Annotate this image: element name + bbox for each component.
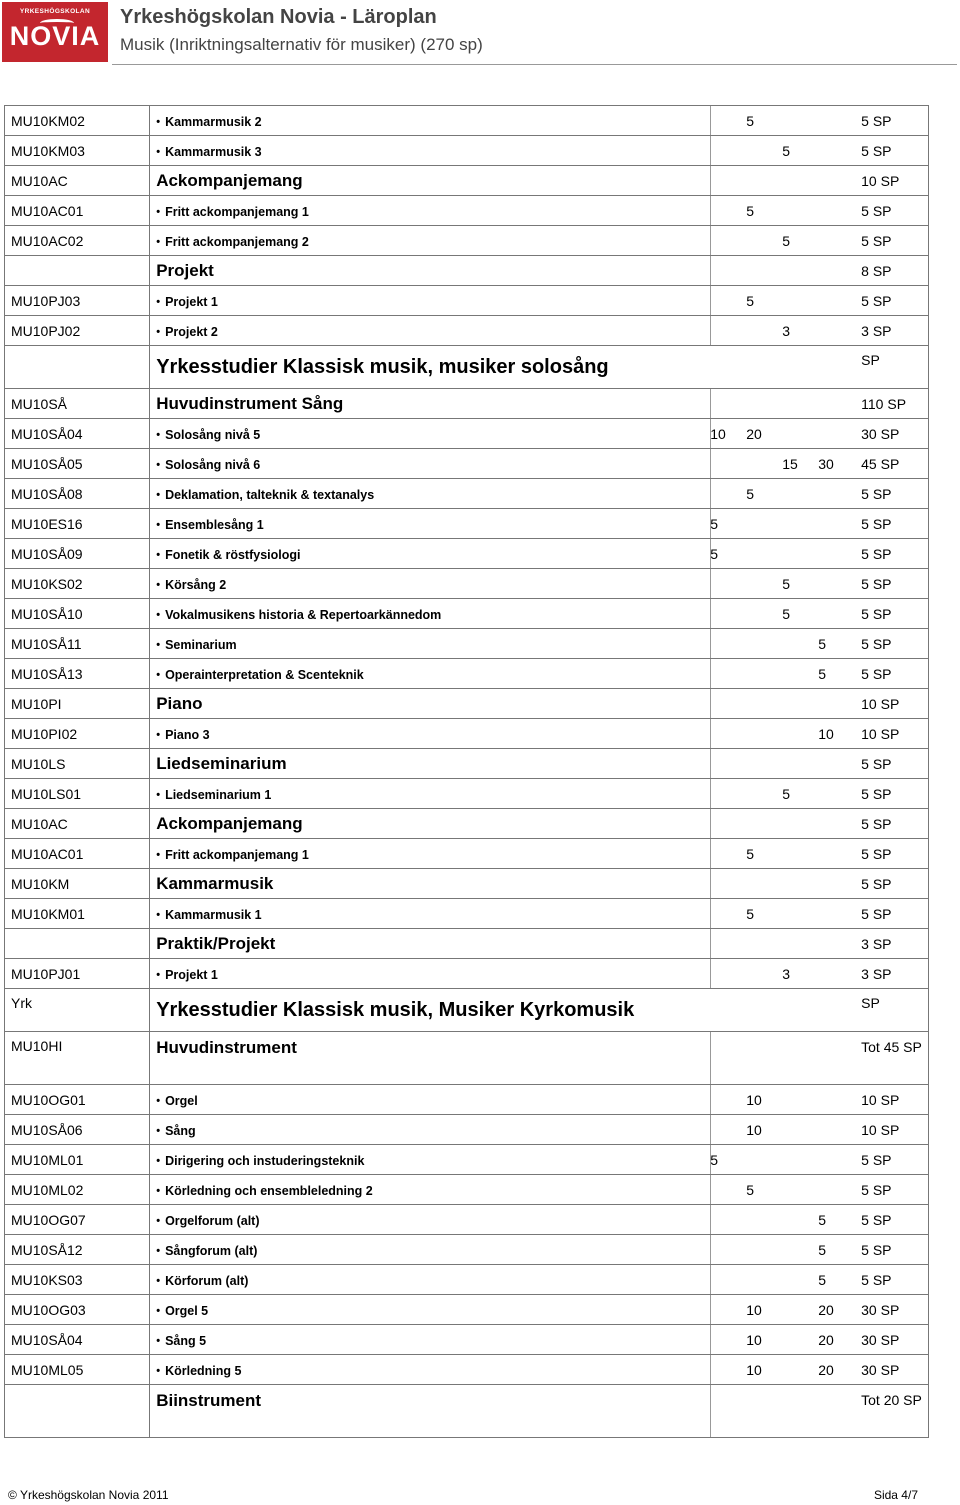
credit-total: 8 SP: [857, 256, 928, 286]
credit-total: SP: [857, 346, 928, 389]
course-name-text: • Solosång nivå 5: [156, 428, 260, 442]
column-divider: [710, 1265, 711, 1295]
credit-value: 5: [818, 1211, 826, 1228]
table-row: [5, 1265, 929, 1295]
table-row: [5, 226, 929, 256]
credit-total: SP: [857, 989, 928, 1032]
credit-total: 30 SP: [857, 1295, 928, 1325]
credit-value: 5: [746, 845, 754, 862]
heading-text: Piano: [156, 693, 203, 713]
credit-value: 5: [710, 545, 718, 562]
course-name-text: • Projekt 1: [156, 968, 218, 982]
credit-value: 5: [818, 665, 826, 682]
column-divider: [710, 1085, 711, 1115]
table-row: [5, 1235, 929, 1265]
table-row: [5, 1205, 929, 1235]
group-heading: [150, 929, 857, 959]
table-row: [5, 136, 929, 166]
credit-total: 5 SP: [857, 539, 928, 569]
credit-value: 20: [818, 1331, 834, 1348]
credit-value: 5: [710, 1151, 718, 1168]
credit-value: 5: [746, 292, 754, 309]
course-code: MU10LS01: [5, 779, 150, 809]
course-code: MU10SÅ12: [5, 1235, 150, 1265]
course-name: [150, 509, 857, 539]
course-code: MU10SÅ04: [5, 419, 150, 449]
table-row: [5, 1085, 929, 1115]
footer-page-number: Sida 4/7: [873, 1488, 918, 1502]
column-divider: [710, 599, 711, 629]
heading-text: Praktik/Projekt: [156, 933, 276, 953]
credit-value: 5: [782, 605, 790, 622]
group-heading: [150, 1032, 857, 1085]
course-code: MU10KM01: [5, 899, 150, 929]
course-name: [150, 449, 857, 479]
course-name: [150, 599, 857, 629]
course-name: [150, 779, 857, 809]
course-name-text: • Fritt ackompanjemang 2: [156, 235, 309, 249]
group-heading: [150, 809, 857, 839]
heading-text: Liedseminarium: [156, 753, 287, 773]
column-divider: [710, 929, 711, 959]
credit-value: 30: [818, 455, 834, 472]
novia-logo: [2, 2, 108, 62]
table-row: [5, 316, 929, 346]
credit-value: 5: [818, 1241, 826, 1258]
group-heading: [150, 869, 857, 899]
credit-total: Tot 45 SP: [857, 1032, 928, 1085]
column-divider: [710, 479, 711, 509]
heading-text: Ackompanjemang: [156, 170, 303, 190]
column-divider: [710, 749, 711, 779]
credit-value: 5: [746, 905, 754, 922]
course-name-text: • Sångforum (alt): [156, 1244, 257, 1258]
credit-value: 10: [746, 1121, 762, 1138]
course-name-text: • Vokalmusikens historia & Repertoarkännedom: [156, 608, 441, 622]
credit-total: 5 SP: [857, 779, 928, 809]
course-name-text: • Sång 5: [156, 1334, 206, 1348]
credit-value: 10: [746, 1331, 762, 1348]
course-name: [150, 1205, 857, 1235]
course-name-text: • Ensemblesång 1: [156, 518, 264, 532]
group-heading: [150, 256, 857, 286]
credit-total: 10 SP: [857, 689, 928, 719]
course-name: [150, 659, 857, 689]
table-row: [5, 539, 929, 569]
curriculum-table: [4, 105, 929, 1438]
page-title: Yrkeshögskolan Novia - Läroplan: [120, 6, 437, 28]
column-divider: [710, 719, 711, 749]
course-code: MU10AC: [5, 166, 150, 196]
course-code: MU10LS: [5, 749, 150, 779]
course-name-text: • Deklamation, talteknik & textanalys: [156, 488, 374, 502]
course-name-text: • Liedseminarium 1: [156, 788, 271, 802]
credit-total: 5 SP: [857, 136, 928, 166]
course-code: MU10KS03: [5, 1265, 150, 1295]
table-row: [5, 719, 929, 749]
column-divider: [710, 899, 711, 929]
course-name-text: • Dirigering och instuderingsteknik: [156, 1154, 364, 1168]
course-code: MU10PJ03: [5, 286, 150, 316]
course-code: MU10KS02: [5, 569, 150, 599]
course-code: Yrk: [5, 989, 150, 1032]
course-code: MU10OG03: [5, 1295, 150, 1325]
table-row: [5, 106, 929, 136]
heading-text: Huvudinstrument: [156, 1038, 297, 1057]
column-divider: [710, 449, 711, 479]
course-code: MU10AC01: [5, 196, 150, 226]
course-code: MU10SÅ09: [5, 539, 150, 569]
group-heading: [150, 749, 857, 779]
table-row: [5, 839, 929, 869]
credit-total: 45 SP: [857, 449, 928, 479]
course-name-text: • Projekt 2: [156, 325, 218, 339]
table-row: [5, 389, 929, 419]
credit-value: 15: [782, 455, 798, 472]
course-code: MU10ML02: [5, 1175, 150, 1205]
credit-total: 110 SP: [857, 389, 928, 419]
course-code: MU10OG01: [5, 1085, 150, 1115]
course-name-text: • Kammarmusik 1: [156, 908, 261, 922]
credit-total: 5 SP: [857, 659, 928, 689]
table-row: [5, 1145, 929, 1175]
course-name: [150, 1355, 857, 1385]
course-name: [150, 1085, 857, 1115]
table-row: [5, 1032, 929, 1085]
credit-value: 5: [818, 1271, 826, 1288]
credit-total: 10 SP: [857, 1085, 928, 1115]
column-divider: [710, 196, 711, 226]
credit-total: 30 SP: [857, 1325, 928, 1355]
course-name: [150, 1235, 857, 1265]
credit-total: 5 SP: [857, 599, 928, 629]
credit-value: 10: [746, 1301, 762, 1318]
credit-value: 10: [710, 425, 726, 442]
course-name-text: • Operainterpretation & Scenteknik: [156, 668, 364, 682]
credit-total: 5 SP: [857, 869, 928, 899]
credit-total: Tot 20 SP: [857, 1385, 928, 1438]
heading-text: Yrkesstudier Klassisk musik, musiker solosång: [156, 355, 609, 378]
section-heading: [150, 346, 857, 389]
course-code: MU10SÅ05: [5, 449, 150, 479]
table-row: [5, 509, 929, 539]
group-heading: [150, 1385, 857, 1438]
credit-total: 5 SP: [857, 1265, 928, 1295]
credit-total: 5 SP: [857, 569, 928, 599]
course-code: MU10KM: [5, 869, 150, 899]
course-name-text: • Körsång 2: [156, 578, 226, 592]
column-divider: [710, 659, 711, 689]
heading-text: Ackompanjemang: [156, 813, 303, 833]
page-subtitle: Musik (Inriktningsalternativ för musiker) (270 sp): [120, 35, 483, 54]
course-code: MU10PI: [5, 689, 150, 719]
credit-value: 10: [818, 725, 834, 742]
credit-value: 10: [746, 1361, 762, 1378]
table-row: [5, 869, 929, 899]
credit-value: 20: [818, 1361, 834, 1378]
heading-text: Yrkesstudier Klassisk musik, Musiker Kyrkomusik: [156, 998, 635, 1021]
credit-value: 5: [782, 785, 790, 802]
course-name-text: • Projekt 1: [156, 295, 218, 309]
table-row: [5, 959, 929, 989]
column-divider: [710, 1115, 711, 1145]
credit-value: 5: [746, 485, 754, 502]
credit-total: 3 SP: [857, 959, 928, 989]
page-header: [0, 0, 960, 66]
column-divider: [710, 166, 711, 196]
table-row: [5, 1295, 929, 1325]
table-row: [5, 196, 929, 226]
column-divider: [710, 839, 711, 869]
credit-total: 10 SP: [857, 166, 928, 196]
heading-text: Projekt: [156, 260, 214, 280]
course-name-text: • Kammarmusik 2: [156, 115, 261, 129]
credit-value: 5: [710, 515, 718, 532]
column-divider: [710, 286, 711, 316]
credit-total: 5 SP: [857, 479, 928, 509]
column-divider: [710, 1175, 711, 1205]
credit-value: 20: [818, 1301, 834, 1318]
credit-total: 5 SP: [857, 809, 928, 839]
course-name: [150, 899, 857, 929]
credit-total: 5 SP: [857, 509, 928, 539]
course-name: [150, 959, 857, 989]
course-name-text: • Fritt ackompanjemang 1: [156, 205, 309, 219]
course-code: MU10SÅ10: [5, 599, 150, 629]
logo-school-text: YRKESHÖGSKOLAN: [19, 8, 91, 15]
column-divider: [710, 1295, 711, 1325]
table-row: [5, 1115, 929, 1145]
course-code: [5, 929, 150, 959]
course-code: [5, 256, 150, 286]
course-name-text: • Körledning och ensembleledning 2: [156, 1184, 373, 1198]
column-divider: [710, 1032, 711, 1085]
column-divider: [710, 809, 711, 839]
heading-text: Huvudinstrument Sång: [156, 393, 344, 413]
credit-total: 30 SP: [857, 1355, 928, 1385]
course-name-text: • Fonetik & röstfysiologi: [156, 548, 300, 562]
table-row: [5, 899, 929, 929]
course-code: MU10SÅ06: [5, 1115, 150, 1145]
course-name-text: • Körledning 5: [156, 1364, 241, 1378]
course-name-text: • Fritt ackompanjemang 1: [156, 848, 309, 862]
credit-total: 5 SP: [857, 286, 928, 316]
table-row: [5, 809, 929, 839]
credit-value: 3: [782, 965, 790, 982]
course-name: [150, 1145, 857, 1175]
course-code: MU10KM03: [5, 136, 150, 166]
course-name: [150, 539, 857, 569]
table-row: [5, 479, 929, 509]
credit-total: 5 SP: [857, 196, 928, 226]
credit-value: 5: [782, 232, 790, 249]
table-row: [5, 569, 929, 599]
credit-value: 20: [746, 425, 762, 442]
table-row: [5, 689, 929, 719]
column-divider: [710, 629, 711, 659]
credit-value: 5: [782, 142, 790, 159]
group-heading: [150, 689, 857, 719]
course-code: MU10SÅ13: [5, 659, 150, 689]
course-code: MU10ML01: [5, 1145, 150, 1175]
course-code: MU10ML05: [5, 1355, 150, 1385]
course-code: MU10OG07: [5, 1205, 150, 1235]
heading-text: Biinstrument: [156, 1391, 262, 1410]
course-code: MU10PI02: [5, 719, 150, 749]
course-name-text: • Orgel: [156, 1094, 198, 1108]
header-divider: [112, 64, 957, 65]
course-name: [150, 1325, 857, 1355]
course-code: MU10SÅ04: [5, 1325, 150, 1355]
course-name: [150, 196, 857, 226]
logo-brand-text: NOVIA: [9, 21, 101, 51]
course-name: [150, 1265, 857, 1295]
course-name: [150, 719, 857, 749]
table-row: [5, 419, 929, 449]
table-row: [5, 1385, 929, 1438]
credit-value: 5: [746, 1181, 754, 1198]
course-code: MU10PJ02: [5, 316, 150, 346]
credit-total: 5 SP: [857, 1205, 928, 1235]
course-name: [150, 106, 857, 136]
credit-value: 10: [746, 1091, 762, 1108]
table-row: [5, 166, 929, 196]
column-divider: [710, 226, 711, 256]
course-code: MU10ES16: [5, 509, 150, 539]
course-name-text: • Piano 3: [156, 728, 209, 742]
credit-total: 5 SP: [857, 226, 928, 256]
credit-value: 5: [746, 202, 754, 219]
table-row: [5, 449, 929, 479]
course-code: MU10HI: [5, 1032, 150, 1085]
section-heading: [150, 989, 857, 1032]
table-row: [5, 346, 929, 389]
credit-total: 3 SP: [857, 316, 928, 346]
column-divider: [710, 106, 711, 136]
credit-value: 5: [818, 635, 826, 652]
course-name-text: • Sång: [156, 1124, 195, 1138]
credit-total: 3 SP: [857, 929, 928, 959]
credit-total: 10 SP: [857, 719, 928, 749]
group-heading: [150, 389, 857, 419]
course-code: MU10SÅ11: [5, 629, 150, 659]
course-code: MU10AC01: [5, 839, 150, 869]
credit-total: 5 SP: [857, 1145, 928, 1175]
table-row: [5, 286, 929, 316]
course-name: [150, 839, 857, 869]
course-name-text: • Solosång nivå 6: [156, 458, 260, 472]
course-name: [150, 316, 857, 346]
table-row: [5, 256, 929, 286]
credit-total: 5 SP: [857, 1235, 928, 1265]
credit-total: 30 SP: [857, 419, 928, 449]
table-row: [5, 1355, 929, 1385]
table-row: [5, 599, 929, 629]
course-name: [150, 1175, 857, 1205]
course-code: MU10SÅ: [5, 389, 150, 419]
column-divider: [710, 1355, 711, 1385]
course-name: [150, 479, 857, 509]
credit-total: 5 SP: [857, 899, 928, 929]
column-divider: [710, 389, 711, 419]
credit-total: 5 SP: [857, 106, 928, 136]
table-row: [5, 659, 929, 689]
course-name: [150, 1295, 857, 1325]
course-name: [150, 136, 857, 166]
credit-total: 10 SP: [857, 1115, 928, 1145]
column-divider: [710, 1325, 711, 1355]
course-code: [5, 346, 150, 389]
credit-total: 5 SP: [857, 1175, 928, 1205]
course-code: MU10AC02: [5, 226, 150, 256]
course-name: [150, 226, 857, 256]
course-name-text: • Körforum (alt): [156, 1274, 248, 1288]
course-code: MU10AC: [5, 809, 150, 839]
credit-total: 5 SP: [857, 839, 928, 869]
credit-total: 5 SP: [857, 749, 928, 779]
course-name: [150, 286, 857, 316]
credit-value: 5: [782, 575, 790, 592]
course-name-text: • Orgelforum (alt): [156, 1214, 259, 1228]
table-row: [5, 1175, 929, 1205]
course-code: [5, 1385, 150, 1438]
column-divider: [710, 779, 711, 809]
column-divider: [710, 689, 711, 719]
credit-value: 3: [782, 322, 790, 339]
course-name-text: • Seminarium: [156, 638, 236, 652]
table-row: [5, 1325, 929, 1355]
course-name: [150, 1115, 857, 1145]
course-name: [150, 569, 857, 599]
course-code: MU10KM02: [5, 106, 150, 136]
table-row: [5, 779, 929, 809]
column-divider: [710, 136, 711, 166]
course-name: [150, 419, 857, 449]
group-heading: [150, 166, 857, 196]
column-divider: [710, 869, 711, 899]
course-name: [150, 629, 857, 659]
credit-value: 5: [746, 112, 754, 129]
column-divider: [710, 1385, 711, 1438]
column-divider: [710, 1235, 711, 1265]
course-name-text: • Kammarmusik 3: [156, 145, 261, 159]
table-row: [5, 989, 929, 1032]
table-row: [5, 749, 929, 779]
column-divider: [710, 1205, 711, 1235]
credit-total: 5 SP: [857, 629, 928, 659]
footer-copyright: © Yrkeshögskolan Novia 2011: [8, 1488, 169, 1502]
table-row: [5, 929, 929, 959]
table-row: [5, 629, 929, 659]
column-divider: [710, 316, 711, 346]
course-code: MU10SÅ08: [5, 479, 150, 509]
column-divider: [710, 959, 711, 989]
column-divider: [710, 569, 711, 599]
heading-text: Kammarmusik: [156, 873, 274, 893]
course-code: MU10PJ01: [5, 959, 150, 989]
course-name-text: • Orgel 5: [156, 1304, 208, 1318]
column-divider: [710, 256, 711, 286]
